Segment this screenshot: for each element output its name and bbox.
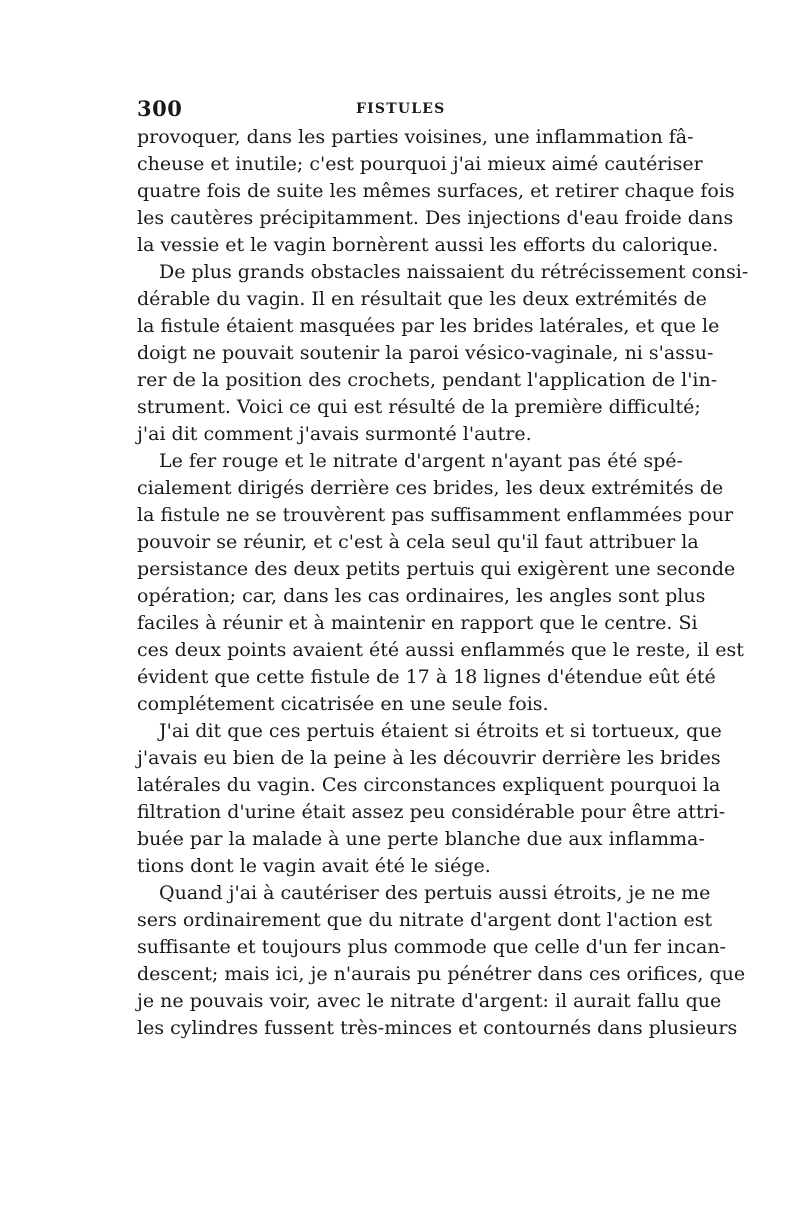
text-line: j'avais eu bien de la peine à les découvrir derrière les brides bbox=[137, 747, 721, 769]
text-line: tions dont le vagin avait été le siége. bbox=[137, 855, 491, 877]
text-line: la vessie et le vagin bornèrent aussi les efforts du calorique. bbox=[137, 234, 719, 256]
text-line: les cautères précipitamment. Des injections d'eau froide dans bbox=[137, 207, 734, 229]
text-line: Quand j'ai à cautériser des pertuis aussi étroits, je ne me bbox=[159, 882, 711, 904]
text-line: De plus grands obstacles naissaient du rétrécissement consi- bbox=[159, 261, 749, 283]
text-line: dérable du vagin. Il en résultait que les deux extrémités de bbox=[137, 288, 707, 310]
page-header bbox=[137, 96, 667, 126]
text-line: Le fer rouge et le nitrate d'argent n'ayant pas été spé- bbox=[159, 450, 683, 472]
text-line: persistance des deux petits pertuis qui exigèrent une seconde bbox=[137, 558, 736, 580]
text-line: les cylindres fussent très-minces et contournés dans plusieurs bbox=[137, 1017, 738, 1039]
page-number: 300 bbox=[137, 96, 183, 121]
text-line: faciles à réunir et à maintenir en rapport que le centre. Si bbox=[137, 612, 698, 634]
running-head: FISTULES bbox=[356, 101, 446, 117]
text-line: complétement cicatrisée en une seule fois. bbox=[137, 693, 549, 715]
text-line: opération; car, dans les cas ordinaires, les angles sont plus bbox=[137, 585, 706, 607]
text-line: cialement dirigés derrière ces brides, les deux extrémités de bbox=[137, 477, 724, 499]
text-line: ces deux points avaient été aussi enflammés que le reste, il est bbox=[137, 639, 744, 661]
text-line: rer de la position des crochets, pendant l'application de l'in- bbox=[137, 369, 718, 391]
text-line: évident que cette fistule de 17 à 18 lignes d'étendue eût été bbox=[137, 666, 716, 688]
text-line: latérales du vagin. Ces circonstances expliquent pourquoi la bbox=[137, 774, 721, 796]
text-line: strument. Voici ce qui est résulté de la première difficulté; bbox=[137, 396, 701, 418]
text-line: descent; mais ici, je n'aurais pu pénétrer dans ces orifices, que bbox=[137, 963, 746, 985]
text-line: je ne pouvais voir, avec le nitrate d'argent: il aurait fallu que bbox=[137, 990, 722, 1012]
text-line: buée par la malade à une perte blanche due aux inflamma- bbox=[137, 828, 705, 850]
text-line: pouvoir se réunir, et c'est à cela seul qu'il faut attribuer la bbox=[137, 531, 699, 553]
text-line: la fistule étaient masquées par les brides latérales, et que le bbox=[137, 315, 720, 337]
text-line: quatre fois de suite les mêmes surfaces, et retirer chaque fois bbox=[137, 180, 735, 202]
body-text bbox=[137, 124, 749, 1042]
text-line: filtration d'urine était assez peu considérable pour être attri- bbox=[137, 801, 726, 823]
text-line: j'ai dit comment j'avais surmonté l'autre. bbox=[137, 423, 532, 445]
text-line: J'ai dit que ces pertuis étaient si étroits et si tortueux, que bbox=[159, 720, 722, 742]
text-line: la fistule ne se trouvèrent pas suffisamment enflammées pour bbox=[137, 504, 734, 526]
text-line: cheuse et inutile; c'est pourquoi j'ai mieux aimé cautériser bbox=[137, 153, 703, 175]
text-line: provoquer, dans les parties voisines, une inflammation fâ- bbox=[137, 126, 694, 148]
text-line: doigt ne pouvait soutenir la paroi vésico-vaginale, ni s'assu- bbox=[137, 342, 714, 364]
text-line: sers ordinairement que du nitrate d'argent dont l'action est bbox=[137, 909, 713, 931]
text-line: suffisante et toujours plus commode que celle d'un fer incan- bbox=[137, 936, 726, 958]
